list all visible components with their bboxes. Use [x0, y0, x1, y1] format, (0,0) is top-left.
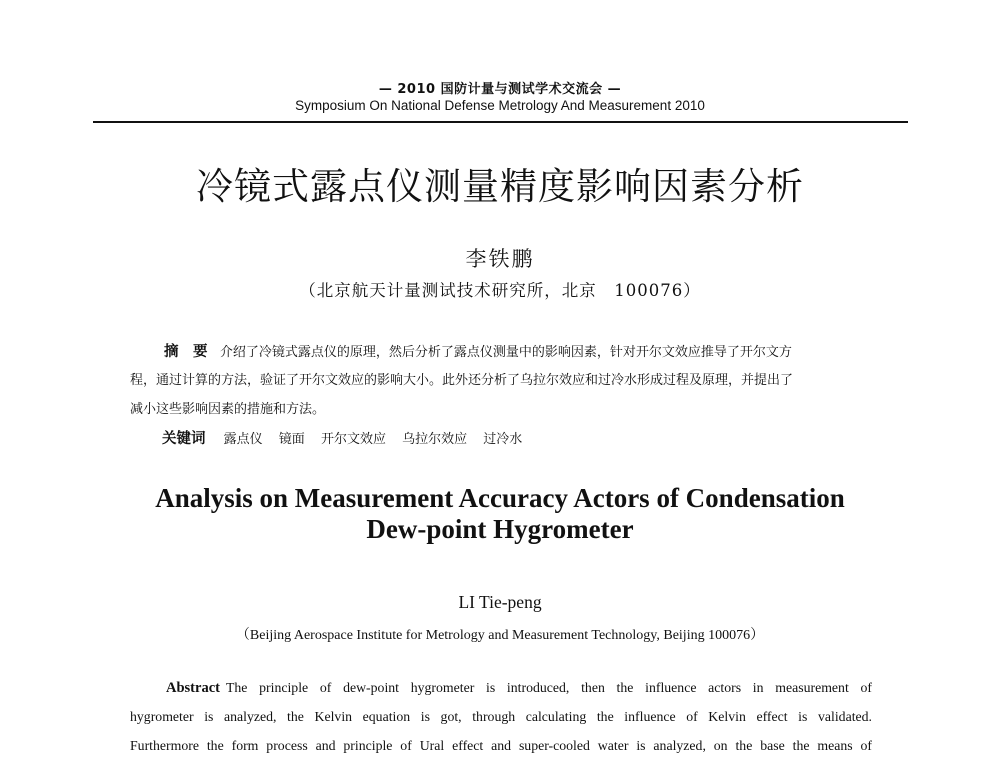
- abstract-cn-line-2: 程，通过计算的方法，验证了开尔文效应的影响大小。此外还分析了乌拉尔效应和过冷水形成过程及原理，并提出了: [130, 373, 794, 388]
- affiliation-cn: （北京航天计量测试技术研究所，北京 100076）: [299, 281, 701, 300]
- abstract-cn-line-3: 减小这些影响因素的措施和方法。: [130, 402, 326, 417]
- keywords-cn: [162, 427, 534, 448]
- conference-title-cn: — 2010 国防计量与测试学术交流会 —: [378, 82, 622, 97]
- keyword: 乌拉尔效应: [402, 432, 468, 447]
- affiliation-en: （Beijing Aerospace Institute for Metrology and Measurement Technology, Beijing 100076）: [235, 628, 765, 643]
- abstract-label-en: Abstract: [166, 680, 220, 696]
- paper-title-en-line-2: Dew-point Hygrometer: [366, 514, 634, 544]
- keyword: 露点仪: [223, 432, 263, 447]
- keyword: 开尔文效应: [320, 432, 386, 447]
- abstract-en-text: The principle of dew-point hygrometer is introduced, then the influence actors in measurement of: [225, 680, 872, 695]
- keyword: 镜面: [278, 432, 305, 447]
- abstract-en-line-2: hygrometer is analyzed, the Kelvin equation is got, through calculating the influence of Kelvin effect is validated.: [130, 709, 872, 724]
- paper-title-en: [0, 483, 1000, 545]
- keyword: 过冷水: [483, 432, 523, 447]
- header-rule: [93, 121, 908, 123]
- author-cn: 李铁鹏: [465, 247, 535, 271]
- abstract-label-cn: 摘 要: [164, 344, 208, 360]
- conference-title-en: Symposium On National Defense Metrology And Measurement 2010: [295, 98, 705, 113]
- paper-title-cn: 冷镜式露点仪测量精度影响因素分析: [196, 165, 804, 208]
- abstract-en-line-1: [130, 680, 872, 697]
- paper-title-en-line-1: Analysis on Measurement Accuracy Actors of Condensation: [155, 483, 845, 513]
- abstract-cn-line-1: [164, 340, 872, 361]
- author-en: LI Tie-peng: [458, 592, 542, 612]
- abstract-cn-text: 介绍了冷镜式露点仪的原理，然后分析了露点仪测量中的影响因素，针对开尔文效应推导了开尔文方: [219, 345, 792, 360]
- abstract-en-line-3: Furthermore the form process and principle of Ural effect and super-cooled water is analyzed, on the base the means of: [130, 738, 872, 753]
- keywords-label-cn: 关键词: [162, 431, 206, 447]
